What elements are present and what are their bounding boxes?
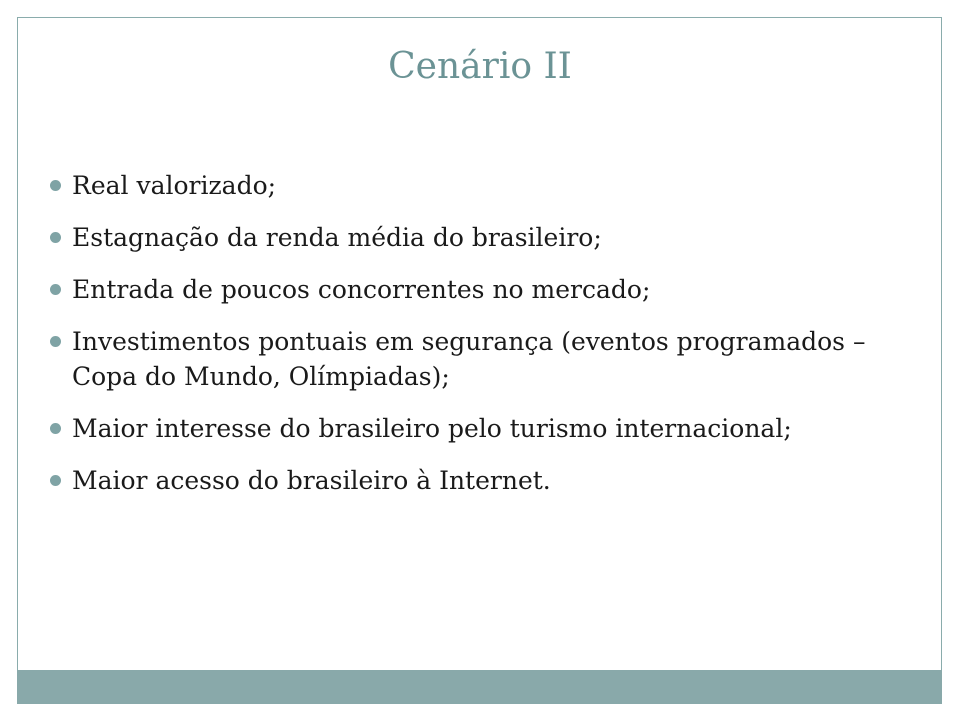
bullet-text: Entrada de poucos concorrentes no mercado; xyxy=(72,275,651,304)
list-item xyxy=(50,220,880,255)
bullet-text: Estagnação da renda média do brasileiro; xyxy=(72,223,602,252)
bullet-dot-icon xyxy=(50,475,61,486)
list-item xyxy=(50,463,880,498)
list-item xyxy=(50,168,880,203)
bullet-dot-icon xyxy=(50,232,61,243)
bullet-text: Maior interesse do brasileiro pelo turismo internacional; xyxy=(72,414,792,443)
bullet-dot-icon xyxy=(50,284,61,295)
bullet-dot-icon xyxy=(50,336,61,347)
slide-title: Cenário II xyxy=(388,46,572,87)
bullet-dot-icon xyxy=(50,423,61,434)
list-item xyxy=(50,324,880,394)
bullet-text: Investimentos pontuais em segurança (eventos programados – Copa do Mundo, Olímpiadas); xyxy=(72,327,866,391)
bullet-list xyxy=(50,168,880,515)
bullet-dot-icon xyxy=(50,180,61,191)
list-item xyxy=(50,411,880,446)
footer-accent-bar xyxy=(17,670,942,704)
bullet-text: Maior acesso do brasileiro à Internet. xyxy=(72,466,551,495)
list-item xyxy=(50,272,880,307)
bullet-text: Real valorizado; xyxy=(72,171,277,200)
